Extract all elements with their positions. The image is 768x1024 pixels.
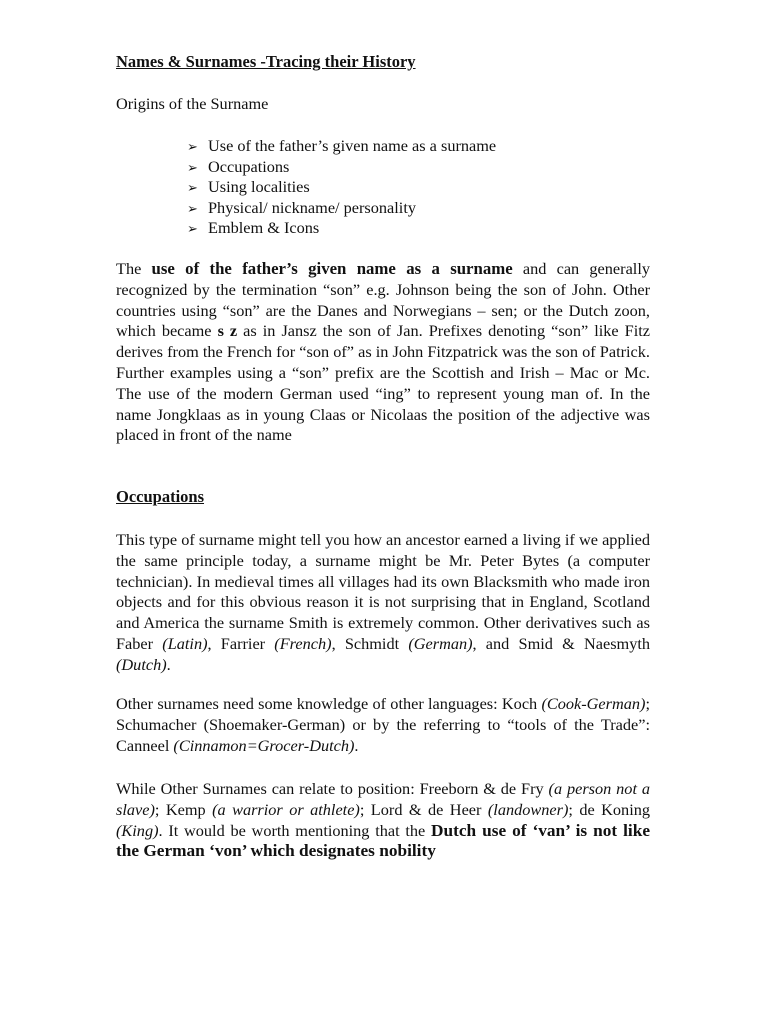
text-run: This type of surname might tell you how an ancestor earned a living if we applied the same principle today, a surname might be Mr. Peter Bytes (a computer technician). In medieval times all villages had its own Blacksmith who made iron objects and for this obvious reason it is not surprising that in England, Scotland and America the surname Smith is extremely common. Other derivatives such as Faber bbox=[116, 530, 650, 653]
text-run: as in Jansz the son of Jan. Prefixes denoting “son” like Fitz derives from the French for “son of” as in John Fitzpatrick was the son of Patrick. Further examples using a “son” prefix are the Scottish and Irish – Mac or Mc. The use of the modern German used “ing” to represent young man of. In the name Jongklaas as in young Claas or Nicolaas the position of the adjective was placed in front of the name bbox=[116, 321, 650, 445]
list-item bbox=[187, 177, 496, 198]
italic-phrase: (Cook-German) bbox=[541, 694, 646, 713]
italic-phrase: (Cinnamon=Grocer-Dutch) bbox=[173, 735, 355, 755]
text-run: ; Lord & de Heer bbox=[359, 799, 488, 819]
origins-list bbox=[187, 136, 496, 239]
text-run: , and Smid & Naesmyth bbox=[472, 633, 650, 653]
italic-phrase: (a person not a slave) bbox=[116, 779, 650, 819]
text-run: , Farrier bbox=[207, 633, 275, 653]
italic-phrase: (landowner) bbox=[487, 799, 569, 819]
text-run: . bbox=[354, 735, 359, 755]
list-item-text: Using localities bbox=[208, 177, 310, 196]
italic-phrase: (King) bbox=[116, 820, 159, 840]
text-run: While Other Surnames can relate to position: Freeborn & de Fry bbox=[116, 779, 549, 798]
italic-phrase: (a warrior or athlete) bbox=[212, 799, 360, 819]
arrow-bullet-icon: ➢ bbox=[187, 160, 198, 176]
bold-phrase: Dutch use of ‘van’ is not like the German ‘von’ which designates nobility bbox=[116, 820, 650, 861]
italic-phrase: (German) bbox=[408, 633, 473, 653]
text-run: ; Kemp bbox=[154, 799, 213, 819]
text-run: . It would be worth mentioning that the bbox=[158, 820, 431, 840]
italic-phrase: (Dutch) bbox=[116, 654, 167, 674]
paragraph-languages bbox=[116, 694, 650, 756]
list-item bbox=[187, 218, 496, 239]
section-subtitle: Origins of the Surname bbox=[116, 94, 269, 113]
list-item-text: Physical/ nickname/ personality bbox=[208, 197, 416, 217]
list-item bbox=[187, 136, 496, 157]
arrow-bullet-icon: ➢ bbox=[187, 140, 198, 155]
italic-phrase: (Latin) bbox=[162, 633, 208, 653]
text-run: and can generally recognized by the termination “son” e.g. Johnson being the son of John. Other countries using “son” are the Danes and Norwegians – sen; or the Dutch zoon, which became bbox=[116, 259, 650, 341]
text-run: ; Schumacher (Shoemaker-German) or by the referring to “tools of the Trade”: Canneel bbox=[116, 694, 650, 755]
text-run: . bbox=[166, 654, 171, 674]
arrow-bullet-icon: ➢ bbox=[187, 222, 198, 237]
arrow-bullet-icon: ➢ bbox=[187, 201, 198, 217]
arrow-bullet-icon: ➢ bbox=[187, 181, 198, 196]
heading-occupations: Occupations bbox=[116, 487, 205, 506]
text-run: ; de Koning bbox=[568, 799, 651, 819]
paragraph-position bbox=[116, 779, 650, 862]
text-run: , Schmidt bbox=[331, 633, 409, 653]
paragraph-patronymic bbox=[116, 259, 650, 446]
list-item bbox=[187, 157, 496, 178]
text-run: Other surnames need some knowledge of other languages: Koch bbox=[116, 694, 542, 713]
italic-phrase: (French) bbox=[274, 633, 332, 653]
list-item-text: Use of the father’s given name as a surname bbox=[208, 136, 497, 155]
list-item-text: Emblem & Icons bbox=[208, 218, 320, 237]
text-run: The bbox=[116, 259, 152, 278]
document-title: Names & Surnames -Tracing their History bbox=[116, 52, 416, 71]
list-item-text: Occupations bbox=[208, 156, 290, 176]
bold-phrase: use of the father’s given name as a surname bbox=[151, 259, 513, 278]
bold-phrase: s z bbox=[217, 321, 238, 341]
list-item bbox=[187, 198, 496, 219]
paragraph-occupations bbox=[116, 530, 650, 676]
